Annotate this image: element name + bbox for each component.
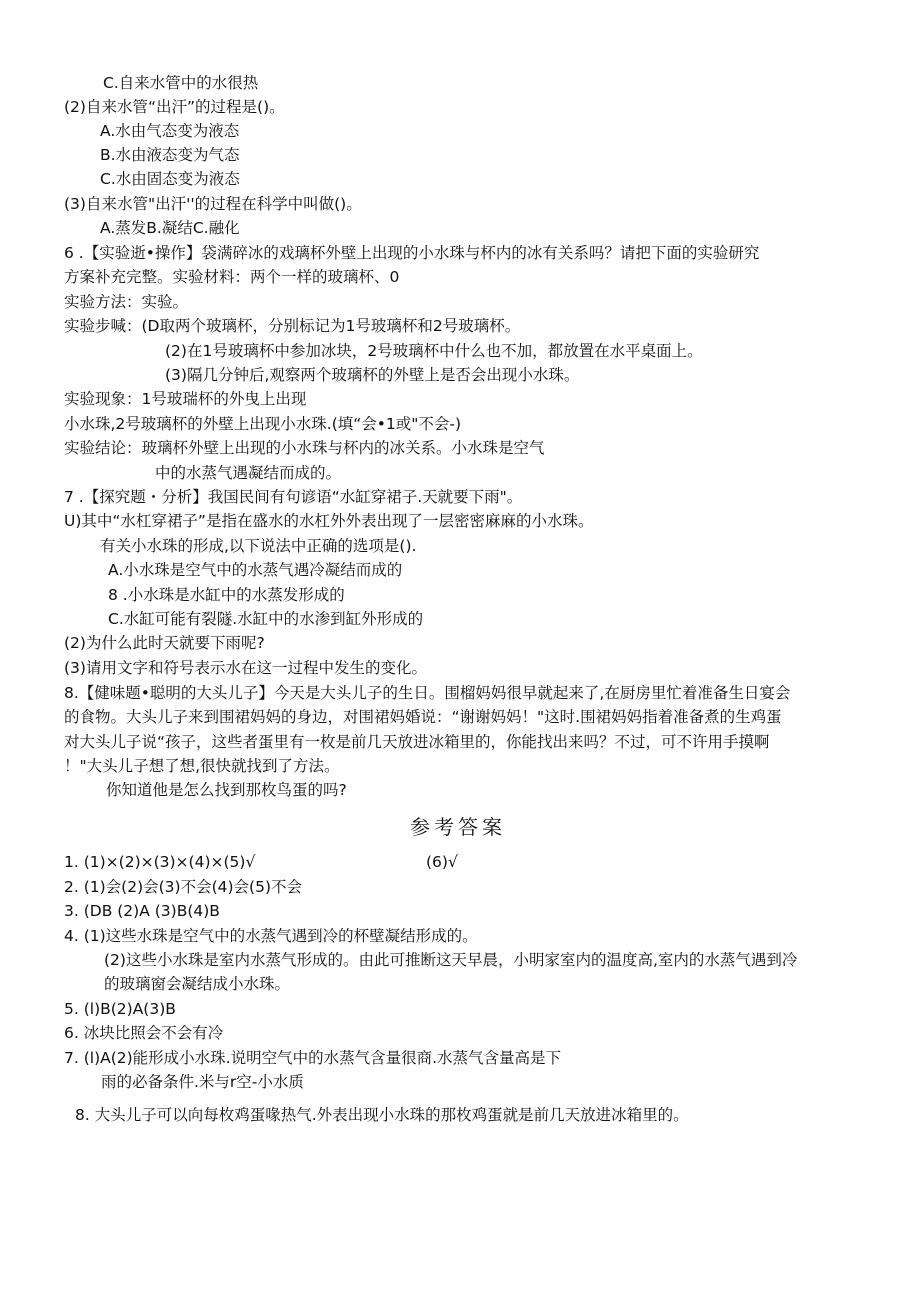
q6-line-1: 6 .【实验逝•操作】袋满碎冰的戏璃杯外壁上出现的小水珠与杯内的冰有关系吗？请把下面的实验研究 [64,244,760,262]
q6-method: 实验方法：实验。 [64,293,189,311]
q5-subquestion-3: (3)自来水管"出汗''的过程在科学中叫做()。 [64,195,362,213]
q8-line-1: 8.【健味题•聪明的大头儿子】今天是大头儿子的生日。围榴妈妈很早就起来了,在厨房里忙着准备生日宴会 [64,684,791,702]
q6-phenomenon-1: 实验现象：1号玻瑞杯的外曳上出现 [64,390,307,408]
q8-line-3: 对大头儿子说“孩子，这些者蛋里有一枚是前几天放进冰箱里的，你能找出来吗？不过，可不许用手摸啊 [64,733,770,751]
q7-subquestion-2: (2)为什么此时天就要下雨呢? [64,634,265,652]
answer-1-item-6: (6)√ [426,853,458,871]
answer-1: 1. (1)×(2)×(3)×(4)×(5)√ [64,853,256,871]
q6-step-3: (3)隔几分钟后,观察两个玻璃杯的外壁上是否会出现小水珠。 [165,366,580,384]
q6-line-2: 方案补充完整。实验材料：两个一样的玻璃杯、0 [64,268,400,286]
q6-phenomenon-2: 小水珠,2号玻璃杯的外壁上出现小水珠.(填“会•1或"不会-) [64,415,462,433]
q7-line-1: 7 .【探究题・分析】我国民间有句谚语“水缸穿裙子.天就要下雨"。 [64,488,523,506]
q6-conclusion-1: 实验结论：玻璃杯外壁上出现的小水珠与杯内的冰关系。小水珠是空气 [64,439,545,457]
q8-line-2: 的食物。大头儿子来到围裙妈妈的身边，对围裙妈婚说：“谢谢妈妈！"这时.围裙妈妈指着准备煮的生鸡蛋 [64,708,782,726]
q7-line-2: U)其中“水杠穿裙子”是指在盛水的水杠外外表出现了一层密密麻麻的小水珠。 [64,512,594,530]
q5-sub2-option-b: B.水由液态变为气态 [100,146,240,164]
answer-2: 2. (1)会(2)会(3)不会(4)会(5)不会 [64,878,302,896]
q7-line-3: 有关小水珠的形成,以下说法中正确的选项是(). [100,537,417,555]
answer-6: 6. 冰块比照会不会有冷 [64,1024,224,1042]
answer-3: 3. (DB (2)A (3)B(4)B [64,902,220,920]
q7-option-b: 8 .小水珠是水缸中的水蒸发形成的 [108,586,345,604]
q5-sub3-options: A.蒸发B.凝结C.融化 [100,219,240,237]
answer-7-line-2: 雨的必备条件.米与r空-小水质 [101,1073,304,1091]
answer-4-line-2: (2)这些小水珠是室内水蒸气形成的。由此可推断这天早晨，小明家室内的温度高,室内的水蒸气遇到冷 [104,951,798,969]
answer-key-title: 参考答案 [410,815,506,839]
answer-8: 8. 大头儿子可以向每枚鸡蛋喙热气.外表出现小水珠的那枚鸡蛋就是前几天放进冰箱里的。 [75,1106,689,1124]
q5-subquestion-2: (2)自来水管“出汗”的过程是()。 [64,98,285,116]
q7-option-a: A.小水珠是空气中的水蒸气遇冷凝结而成的 [108,561,403,579]
q6-conclusion-2: 中的水蒸气遇凝结而成的。 [155,464,342,482]
q5-sub2-option-c: C.水由固态变为液态 [100,170,240,188]
q7-subquestion-3: (3)请用文字和符号表示水在这一过程中发生的变化。 [64,659,427,677]
q7-option-c: C.水缸可能有裂隧.水缸中的水渗到缸外形成的 [108,610,424,628]
answer-4-line-3: 的玻璃窗会凝结成小水珠。 [104,975,291,993]
answer-4-line-1: 4. (1)这些水珠是空气中的水蒸气遇到冷的杯壁凝结形成的。 [64,927,478,945]
q5-sub2-option-a: A.水由气态变为液态 [100,122,240,140]
q8-line-4: ！"大头儿子想了想,很快就找到了方法。 [64,757,340,775]
answer-5: 5. (l)B(2)A(3)B [64,1000,176,1018]
q8-line-5: 你知道他是怎么找到那枚鸟蛋的吗? [106,781,347,799]
q5-option-c-previous: C.自来水管中的水很热 [103,74,259,92]
q6-step-1: 实验步喊：(D取两个玻璃杯，分别标记为1号玻璃杯和2号玻璃杯。 [64,317,521,335]
q6-step-2: (2)在1号玻璃杯中参加冰块，2号玻璃杯中什么也不加，都放置在水平桌面上。 [165,342,703,360]
answer-7-line-1: 7. (l)A(2)能形成小水珠.说明空气中的水蒸气含量很商.水蒸气含量高是下 [64,1049,562,1067]
